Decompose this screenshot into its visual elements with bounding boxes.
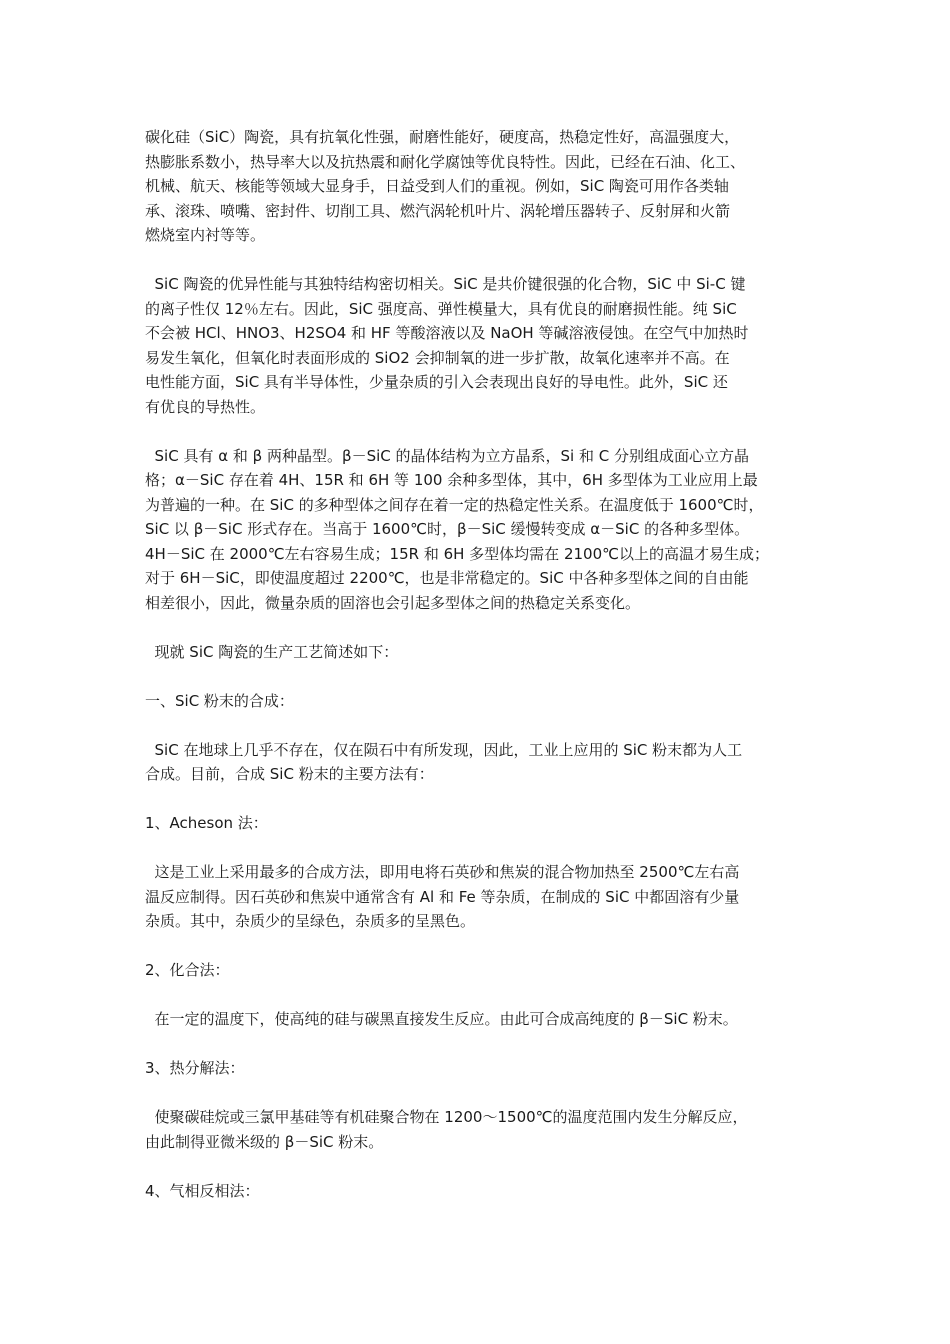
text-line: 易发生氧化，但氧化时表面形成的 SiO2 会抑制氧的进一步扩散，故氧化速率并不高。在 [145, 348, 730, 367]
text-line: 对于 6H－SiC，即使温度超过 2200℃，也是非常稳定的。SiC 中各种多型体之间的自由能 [145, 569, 749, 587]
text-line: SiC 陶瓷的优异性能与其独特结构密切相关。SiC 是共价键很强的化合物，SiC 中 Si-C 键 [145, 275, 746, 293]
text-line: 一、SiC 粉末的合成： [145, 691, 294, 710]
text-line: 1、Acheson 法： [145, 814, 268, 832]
paragraph-method-3-body [145, 1105, 817, 1154]
text-line: 机械、航天、核能等领域大显身手，日益受到人们的重视。例如，SiC 陶瓷可用作各类轴 [145, 177, 729, 195]
paragraph-crystal [145, 444, 817, 616]
text-line: 燃烧室内衬等等。 [145, 226, 266, 244]
text-line: 碳化硅（SiC）陶瓷，具有抗氧化性强，耐磨性能好，硬度高，热稳定性好，高温强度大， [145, 128, 740, 146]
text-line: SiC 以 β－SiC 形式存在。当高于 1600℃时，β－SiC 缓慢转变成 α－SiC 的各种多型体。 [145, 520, 750, 538]
text-line: 相差很小，因此，微量杂质的固溶也会引起多型体之间的热稳定关系变化。 [145, 593, 641, 612]
paragraph-method-2-title [145, 958, 817, 983]
paragraph-intro [145, 125, 817, 248]
text-line: 不会被 HCl、HNO3、H2SO4 和 HF 等酸溶液以及 NaOH 等碱溶液侵蚀。在空气中加热时 [145, 324, 749, 342]
paragraph-structure [145, 272, 817, 419]
text-line: 4H－SiC 在 2000℃左右容易生成；15R 和 6H 多型体均需在 2100℃以上的高温才易生成； [145, 544, 769, 563]
text-line: 合成。目前，合成 SiC 粉末的主要方法有： [145, 765, 434, 783]
paragraph-method-1-title [145, 811, 817, 836]
text-line: 在一定的温度下，使高纯的硅与碳黑直接发生反应。由此可合成高纯度的 β－SiC 粉末。 [145, 1010, 738, 1028]
text-line: 温反应制得。因石英砂和焦炭中通常含有 Al 和 Fe 等杂质，在制成的 SiC 中都固溶有少量 [145, 887, 740, 906]
text-line: 3、热分解法： [145, 1059, 245, 1077]
text-line: SiC 具有 α 和 β 两种晶型。β－SiC 的晶体结构为立方晶系，Si 和 C 分别组成面心立方晶 [145, 446, 749, 465]
document-body [145, 125, 817, 1228]
text-line: SiC 在地球上几乎不存在，仅在陨石中有所发现，因此，工业上应用的 SiC 粉末都为人工 [145, 740, 743, 759]
text-line: 的离子性仅 12％左右。因此，SiC 强度高、弹性模量大，具有优良的耐磨损性能。纯 SiC [145, 299, 737, 318]
text-line: 承、滚珠、喷嘴、密封件、切削工具、燃汽涡轮机叶片、涡轮增压器转子、反射屏和火箭 [145, 201, 731, 220]
text-line: 有优良的导热性。 [145, 397, 266, 416]
text-line: 2、化合法： [145, 961, 230, 979]
text-line: 为普遍的一种。在 SiC 的多种型体之间存在着一定的热稳定性关系。在温度低于 1600℃时， [145, 495, 764, 514]
text-line: 由此制得亚微米级的 β－SiC 粉末。 [145, 1132, 384, 1151]
paragraph-method-3-title [145, 1056, 817, 1081]
paragraph-process-intro [145, 640, 817, 665]
text-line: 使聚碳硅烷或三氯甲基硅等有机硅聚合物在 1200～1500℃的温度范围内发生分解反应， [145, 1108, 748, 1126]
text-line: 杂质。其中，杂质少的呈绿色，杂质多的呈黑色。 [145, 912, 476, 930]
text-line: 4、气相反相法： [145, 1181, 260, 1200]
text-line: 现就 SiC 陶瓷的生产工艺简述如下： [145, 642, 399, 661]
text-line: 格；α－SiC 存在着 4H、15R 和 6H 等 100 余种多型体，其中，6H 多型体为工业应用上最 [145, 471, 758, 489]
paragraph-powder [145, 738, 817, 787]
text-line: 这是工业上采用最多的合成方法，即用电将石英砂和焦炭的混合物加热至 2500℃左右高 [145, 863, 740, 881]
paragraph-method-1-body [145, 860, 817, 934]
text-line: 热膨胀系数小，热导率大以及抗热震和耐化学腐蚀等优良特性。因此，已经在石油、化工、 [145, 152, 746, 171]
text-line: 电性能方面，SiC 具有半导体性，少量杂质的引入会表现出良好的导电性。此外，SiC 还 [145, 373, 728, 391]
paragraph-section-1 [145, 689, 817, 714]
paragraph-method-2-body [145, 1007, 817, 1032]
paragraph-method-4-title [145, 1179, 817, 1204]
